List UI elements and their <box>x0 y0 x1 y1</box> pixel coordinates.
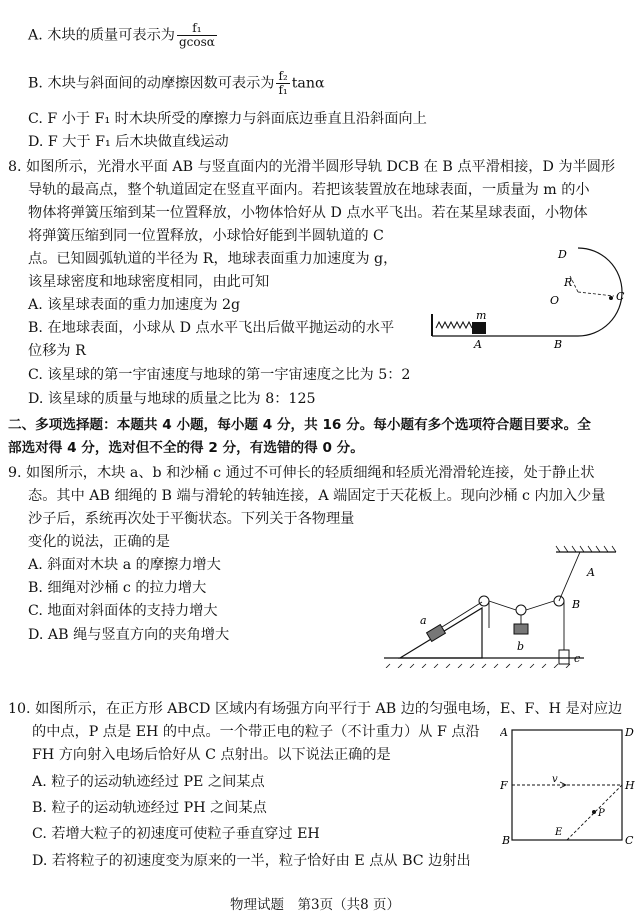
q8-option-d: D. 该星球的质量与地球的质量之比为 8：125 <box>28 391 316 407</box>
q7-option-b-text: B. 木块与斜面间的动摩擦因数可表示为 <box>28 75 275 92</box>
q7-option-b-fraction <box>276 70 289 97</box>
q9-option-a: A. 斜面对木块 a 的摩擦力增大 <box>28 557 221 573</box>
q10-option-b: B. 粒子的运动轨迹经过 PH 之间某点 <box>32 800 267 816</box>
q8-stem-line4: 将弹簧压缩到同一位置释放，小球恰好能到半圆轨道的 C <box>28 228 384 244</box>
q9-bucket-c <box>559 650 569 664</box>
q10-option-c: C. 若增大粒子的初速度可使粒子垂直穿过 EH <box>32 826 320 842</box>
q8-stem-line1: 8. 如图所示，光滑水平面 AB 与竖直面内的光滑半圆形导轨 DCB 在 B 点平滑相接，D 为半圆形 <box>8 159 616 175</box>
q9-label-c: c <box>574 652 581 665</box>
q9-option-b: B. 细绳对沙桶 c 的拉力增大 <box>28 580 207 596</box>
q7-option-a-numerator: f₁ <box>177 22 217 36</box>
q10-stem-line2: 的中点，P 点是 EH 的中点。一个带正电的粒子（不计重力）从 F 点沿 <box>32 724 480 740</box>
q8-stem-line6: 该星球密度和地球密度相同，由此可知 <box>28 274 270 290</box>
q10-square-figure <box>500 722 636 846</box>
q8-stem-line2: 导轨的最高点，整个轨道固定在竖直平面内。若把该装置放在地球表面，一质量为 m 的小 <box>28 182 590 198</box>
q10-stem-line1: 10. 如图所示，在正方形 ABCD 区域内有场强方向平行于 AB 边的匀强电场，E、F、H 是对应边 <box>8 701 623 717</box>
q8-option-c: C. 该星球的第一宇宙速度与地球的第一宇宙速度之比为 5：2 <box>28 367 411 383</box>
q10-label-P: P <box>598 808 605 819</box>
q9-pulley-figure <box>384 538 624 668</box>
q10-label-C: C <box>625 834 634 846</box>
q8-label-m: m <box>476 309 487 322</box>
q10-label-H: H <box>625 779 635 792</box>
q8-stem-line3: 物体将弹簧压缩到某一位置释放，小物体恰好从 D 点水平飞出。若在某星球表面，小物体 <box>28 205 588 221</box>
q7-option-b-numerator: f₂ <box>278 69 288 83</box>
q10-label-B: B <box>502 834 511 846</box>
q8-label-o: O <box>550 294 560 307</box>
q8-label-r: R <box>564 276 573 289</box>
q10-stem-line3: FH 方向射入电场后恰好从 C 点射出。以下说法正确的是 <box>32 747 391 763</box>
q8-stem-line5: 点。已知圆弧轨道的半径为 R，地球表面重力加速度为 g， <box>28 251 398 267</box>
q10-label-F: F <box>500 779 508 792</box>
q7-option-c: C. F 小于 F₁ 时木块所受的摩擦力与斜面底边垂直且沿斜面向上 <box>28 111 427 127</box>
q9-stem-line4: 变化的说法，正确的是 <box>28 534 170 550</box>
q10-label-E: E <box>555 827 563 838</box>
q7-option-d: D. F 大于 F₁ 后木块做直线运动 <box>28 134 229 150</box>
q9-label-A: A <box>587 566 595 579</box>
q10-label-v: v <box>552 774 558 785</box>
q10-label-D: D <box>625 726 634 739</box>
q7-option-a-denominator: gcosα <box>178 35 215 49</box>
q8-label-c: C <box>616 290 625 303</box>
section2-heading-line2: 部选对得 4 分，选对但不全的得 2 分，有选错的得 0 分。 <box>8 440 364 456</box>
q8-option-b-line2: 位移为 R <box>28 343 86 359</box>
q7-option-b <box>28 70 325 97</box>
q9-stem-line2: 态。其中 AB 细绳的 B 端与滑轮的转轴连接，A 端固定于天花板上。现向沙桶 c 内加入少量 <box>28 488 606 504</box>
q9-option-d: D. AB 绳与竖直方向的夹角增大 <box>28 627 230 643</box>
page-footer: 物理试题 第3页（共8 页） <box>230 897 400 913</box>
q9-label-b: b <box>517 640 525 653</box>
q7-option-b-tan: tanα <box>291 75 325 92</box>
q8-label-a: A <box>474 338 482 351</box>
q9-block-b <box>514 624 528 634</box>
q10-option-d: D. 若将粒子的初速度变为原来的一半，粒子恰好由 E 点从 BC 边射出 <box>32 853 471 869</box>
q8-label-d: D <box>558 248 567 261</box>
section2-heading-line1: 二、多项选择题：本题共 4 小题，每小题 4 分，共 16 分。每小题有多个选项符合题目要求。全 <box>8 417 591 433</box>
q10-option-a: A. 粒子的运动轨迹经过 PE 之间某点 <box>32 774 265 790</box>
q9-stem-line3: 沙子后，系统再次处于平衡状态。下列关于各物理量 <box>28 511 355 527</box>
q9-label-B: B <box>572 598 581 611</box>
q9-option-c: C. 地面对斜面体的支持力增大 <box>28 603 218 619</box>
q9-label-a: a <box>420 614 427 627</box>
q8-block <box>472 322 486 334</box>
q9-stem-line1: 9. 如图所示，木块 a、b 和沙桶 c 通过不可伸长的轻质细绳和轻质光滑滑轮连接，处于静止状 <box>8 465 595 481</box>
q10-label-A: A <box>500 726 508 739</box>
q7-option-a-fraction <box>177 22 217 49</box>
q8-track-figure <box>430 246 630 356</box>
q8-option-a: A. 该星球表面的重力加速度为 2g <box>28 297 241 313</box>
q8-option-b-line1: B. 在地球表面，小球从 D 点水平飞出后做平抛运动的水平 <box>28 320 395 336</box>
q8-label-b: B <box>554 338 563 351</box>
q7-option-a <box>28 22 219 49</box>
q7-option-a-text: A. 木块的质量可表示为 <box>28 27 175 44</box>
q7-option-b-denominator: f₁ <box>278 83 288 97</box>
